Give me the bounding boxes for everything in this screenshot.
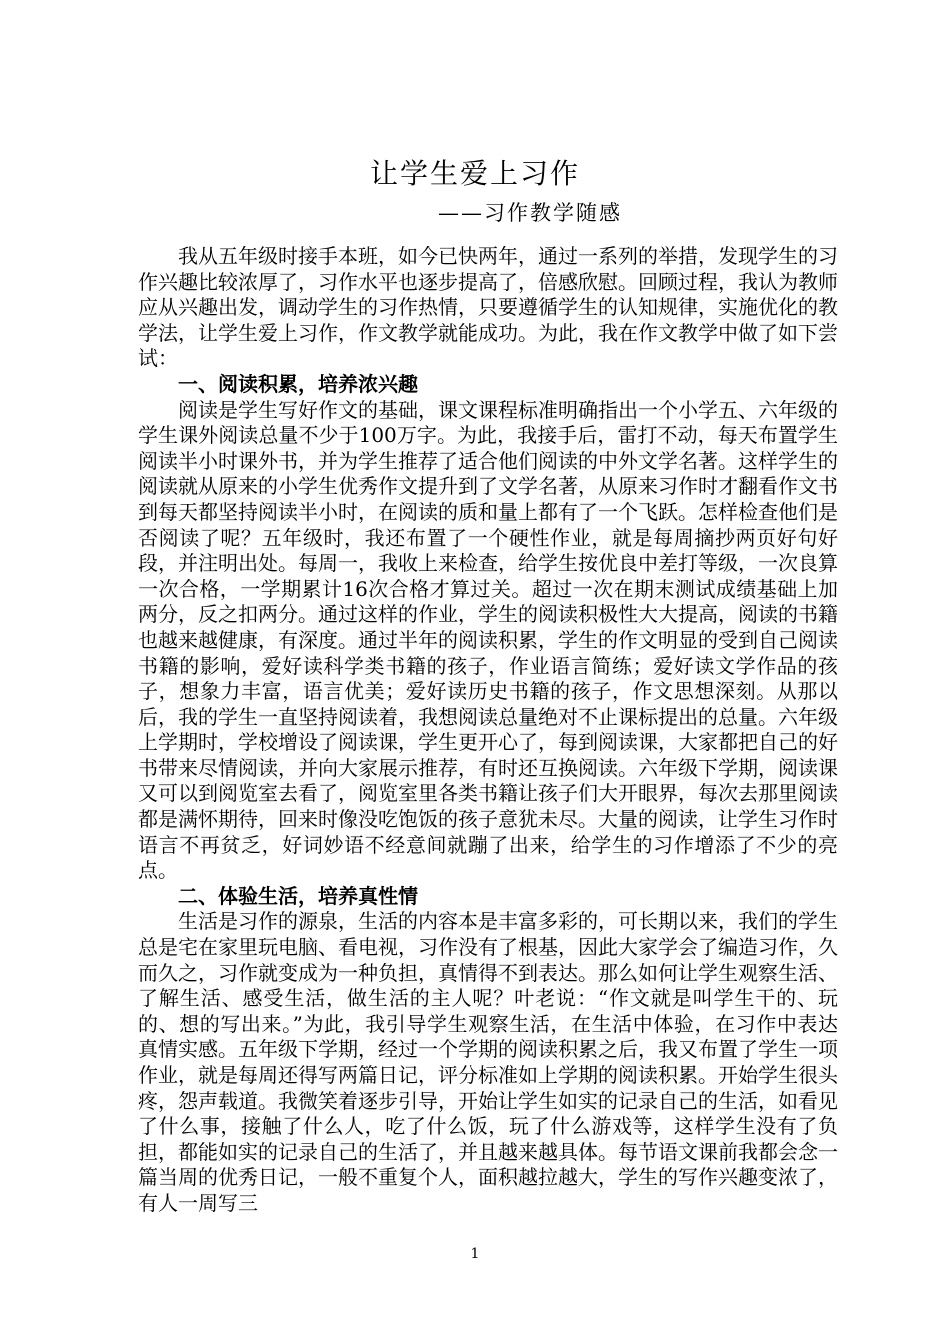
document-title: 让学生爱上习作 [369, 157, 580, 190]
document-subtitle: ——习作教学随感 [438, 201, 622, 225]
page-number: 1 [470, 1246, 480, 1262]
section-paragraph-reading: 阅读是学生写好作文的基础，课文课程标准明确指出一个小学五、六年级的学生课外阅读总量不少于100万字。为此，我接手后，雷打不动，每天布置学生阅读半小时课外书，并为学生推荐了适合他们阅读的中外文学名著。这样学生的阅读就从原来的小学生优秀作文提升到了文学名著，从原来习作时才翻看作文书到每天都坚持阅读半小时，在阅读的质和量上都有了一个飞跃。怎样检查他们是否阅读了呢？五年级时，我还布置了一个硬性作业，就是每周摘抄两页好句好段，并注明出处。每周一，我收上来检查，给学生按优良中差打等级，一次良算一次合格，一学期累计16次合格才算过关。超过一次在期末测试成绩基础上加两分，反之扣两分。通过这样的作业，学生的阅读积极性大大提高，阅读的书籍也越来越健康，有深度。通过半年的阅读积累，学生的作文明显的受到自己阅读书籍的影响，爱好读科学类书籍的孩子，作业语言简练；爱好读文学作品的孩子，想象力丰富，语言优美；爱好读历史书籍的孩子，作文思想深刻。从那以后，我的学生一直坚持阅读着，我想阅读总量绝对不止课标提出的总量。六年级上学期时，学校增设了阅读课，学生更开心了，每到阅读课，大家都把自己的好书带来尽情阅读，并向大家展示推荐，有时还互换阅读。六年级下学期，阅读课又可以到阅览室去看了，阅览室里各类书籍让孩子们大开眼界，每次去那里阅读都是满怀期待，回来时像没吃饱饭的孩子意犹未尽。大量的阅读，让学生习作时语言不再贫乏，好词妙语不经意间就蹦了出来，给学生的习作增添了不少的亮点。 [138, 397, 838, 883]
section-heading-life: 二、体验生活，培养真性情 [178, 883, 418, 908]
section-heading-reading: 一、阅读积累，培养浓兴趣 [178, 371, 418, 396]
document-body [138, 244, 838, 1217]
intro-paragraph: 我从五年级时接手本班，如今已快两年，通过一系列的举措，发现学生的习作兴趣比较浓厚了，习作水平也逐步提高了，倍感欣慰。回顾过程，我认为教师应从兴趣出发，调动学生的习作热情，只要遵循学生的认知规律，实施优化的教学法，让学生爱上习作，作文教学就能成功。为此，我在作文教学中做了如下尝试： [138, 244, 838, 371]
section-paragraph-life: 生活是习作的源泉，生活的内容本是丰富多彩的，可长期以来，我们的学生总是宅在家里玩电脑、看电视，习作没有了根基，因此大家学会了编造习作，久而久之，习作就变成为一种负担，真情得不到表达。那么如何让学生观察生活、了解生活、感受生活，做生活的主人呢？叶老说：“作文就是叫学生干的、玩的、想的写出来。”为此，我引导学生观察生活，在生活中体验，在习作中表达真情实感。五年级下学期，经过一个学期的阅读积累之后，我又布置了学生一项作业，就是每周还得写两篇日记，评分标准如上学期的阅读积累。开始学生很头疼，怨声载道。我微笑着逐步引导，开始让学生如实的记录自己的生活，如看见了什么事，接触了什么人，吃了什么饭，玩了什么游戏等，这样学生没有了负担，都能如实的记录自己的生活了，并且越来越具体。每节语文课前我都会念一篇当周的优秀日记，一般不重复个人，面积越拉越大，学生的写作兴趣变浓了，有人一周写三 [138, 909, 838, 1215]
